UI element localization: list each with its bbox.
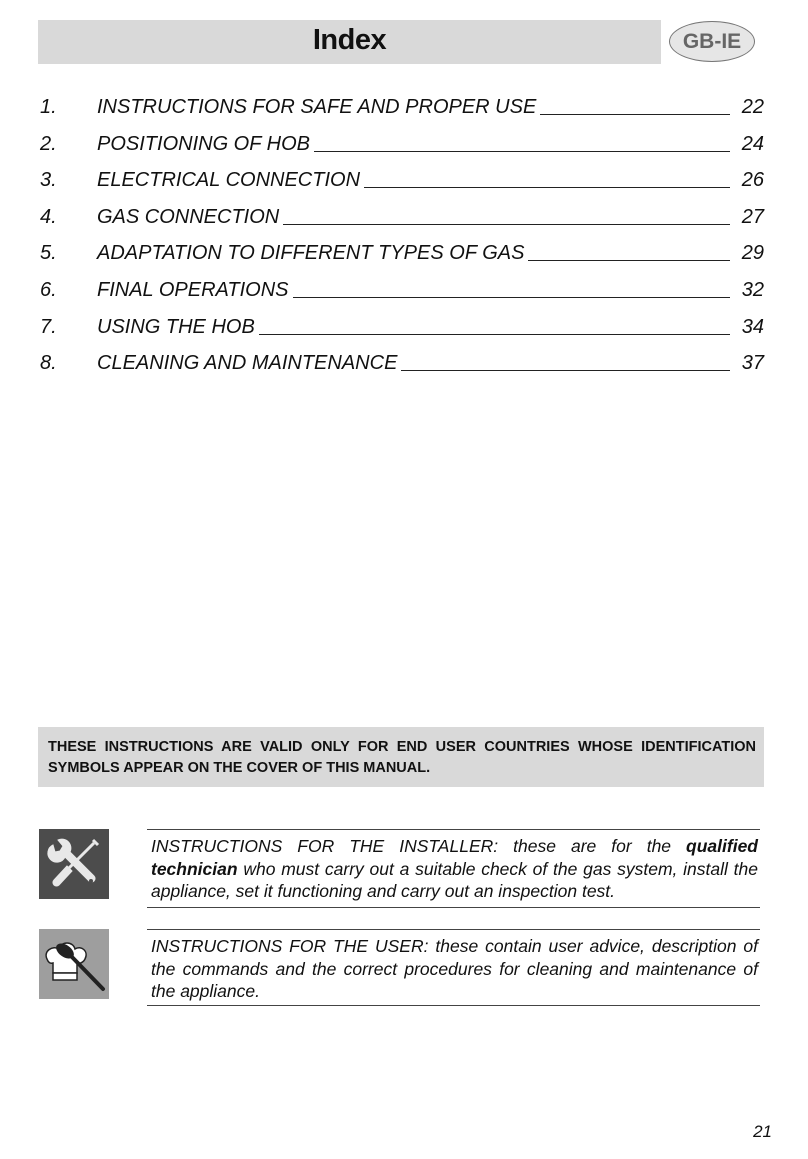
installer-text-end: who must carry out a suitable check of the gas system, install the appliance, set it functioning and carry out an inspection test. bbox=[151, 858, 758, 901]
user-instructions: INSTRUCTIONS FOR THE USER: these contain user advice, description of the commands and the correct procedures for cleaning and maintenance of the appliance. bbox=[147, 929, 760, 1006]
region-badge: GB-IE bbox=[669, 21, 755, 62]
toc-entry[interactable] bbox=[40, 169, 764, 206]
toc-leader-line bbox=[540, 114, 730, 115]
toc-number: 4. bbox=[40, 205, 57, 228]
table-of-contents bbox=[40, 96, 764, 389]
toc-number: 3. bbox=[40, 169, 57, 192]
toc-entry[interactable] bbox=[40, 206, 764, 243]
toc-page: 26 bbox=[741, 169, 764, 192]
toc-page: 37 bbox=[741, 352, 764, 375]
toc-page: 29 bbox=[741, 242, 764, 265]
toc-entry[interactable] bbox=[40, 279, 764, 316]
toc-leader-line bbox=[293, 297, 730, 298]
chef-spoon-icon bbox=[39, 929, 109, 999]
installer-emphasis: qualified technician bbox=[151, 836, 758, 879]
toc-title: CLEANING AND MAINTENANCE bbox=[97, 352, 398, 375]
toc-number: 6. bbox=[40, 278, 57, 301]
toc-leader-line bbox=[283, 224, 730, 225]
toc-page: 24 bbox=[741, 132, 764, 155]
toc-number: 5. bbox=[40, 242, 57, 265]
toc-page: 34 bbox=[741, 315, 764, 338]
toc-leader-line bbox=[364, 187, 730, 188]
toc-entry[interactable] bbox=[40, 96, 764, 133]
toc-entry[interactable] bbox=[40, 242, 764, 279]
installer-text-start: INSTRUCTIONS FOR THE INSTALLER: these are for the bbox=[151, 836, 687, 856]
toc-leader-line bbox=[259, 334, 730, 335]
page-title: Index bbox=[312, 24, 387, 56]
page-number: 21 bbox=[753, 1122, 772, 1141]
wrench-screwdriver-icon bbox=[39, 829, 109, 899]
toc-number: 7. bbox=[40, 315, 57, 338]
validity-notice: THESE INSTRUCTIONS ARE VALID ONLY FOR END USER COUNTRIES WHOSE IDENTIFICATION SYMBOLS APPEAR ON THE COVER OF THIS MANUAL. bbox=[38, 727, 764, 787]
toc-title: POSITIONING OF HOB bbox=[97, 132, 310, 155]
toc-entry[interactable] bbox=[40, 133, 764, 170]
toc-page: 22 bbox=[741, 96, 764, 118]
toc-title: INSTRUCTIONS FOR SAFE AND PROPER USE bbox=[97, 96, 537, 118]
toc-leader-line bbox=[401, 370, 730, 371]
toc-page: 32 bbox=[741, 278, 764, 301]
toc-number: 8. bbox=[40, 352, 57, 375]
installer-instructions bbox=[147, 829, 760, 908]
toc-leader-line bbox=[528, 260, 730, 261]
toc-number: 2. bbox=[40, 132, 57, 155]
toc-entry[interactable] bbox=[40, 352, 764, 389]
toc-title: ELECTRICAL CONNECTION bbox=[97, 169, 361, 192]
toc-entry[interactable] bbox=[40, 316, 764, 353]
toc-title: GAS CONNECTION bbox=[97, 205, 280, 228]
index-header bbox=[38, 20, 661, 64]
toc-leader-line bbox=[314, 151, 730, 152]
toc-page: 27 bbox=[741, 205, 764, 228]
toc-title: ADAPTATION TO DIFFERENT TYPES OF GAS bbox=[97, 242, 525, 265]
toc-title: FINAL OPERATIONS bbox=[97, 278, 289, 301]
toc-number: 1. bbox=[40, 96, 57, 118]
toc-title: USING THE HOB bbox=[97, 315, 255, 338]
